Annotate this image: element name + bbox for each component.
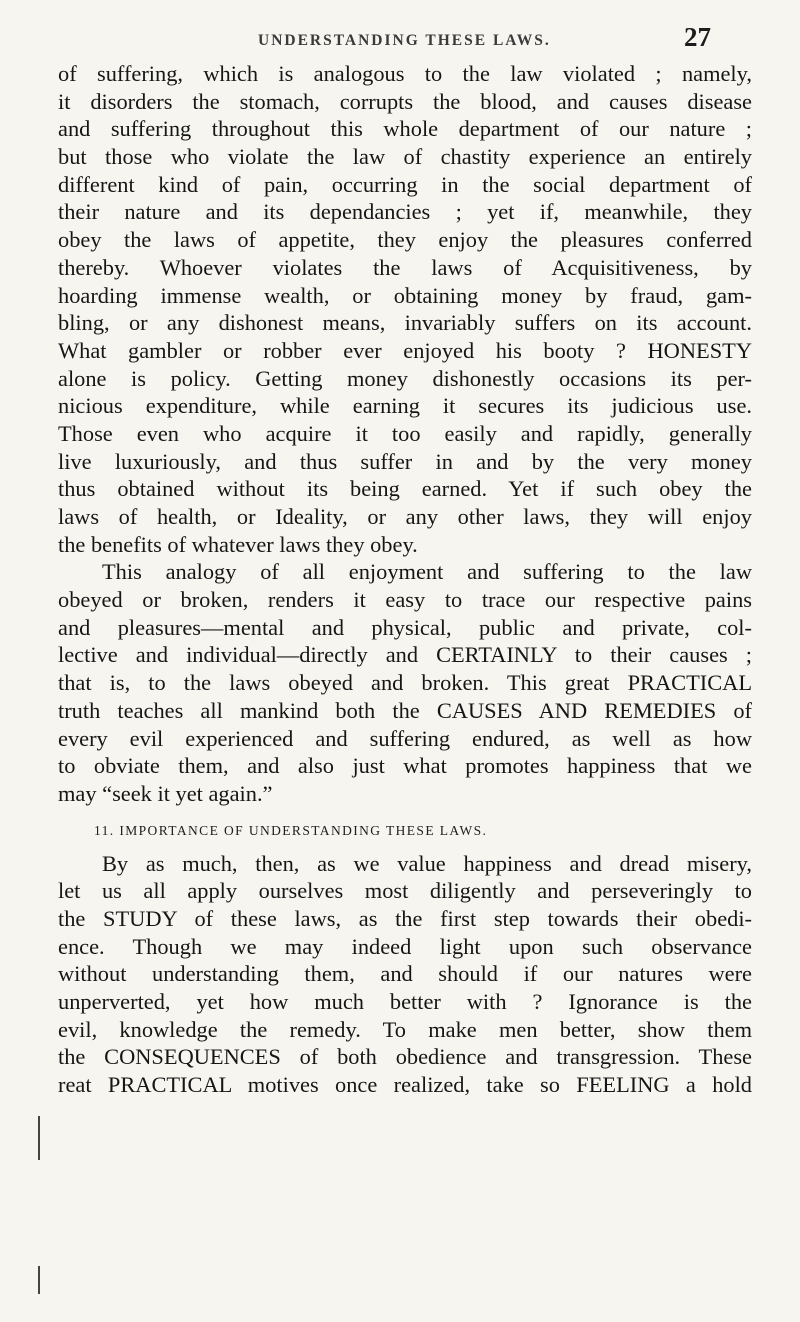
text-line: nicious expenditure, while earning it secures its judicious use. <box>58 393 752 419</box>
text-line: laws of health, or Ideality, or any other laws, they will enjoy <box>58 504 752 529</box>
text-line: alone is policy. Getting money dishonestly occasions its per- <box>58 365 752 391</box>
text-line: of suffering, which is analogous to the law violated ; namely, <box>58 61 752 86</box>
text-line: without understanding them, and should if our natures were <box>58 961 752 987</box>
text-line: obeyed or broken, renders it easy to trace our respective pains <box>58 587 752 613</box>
text-line: reat PRACTICAL motives once realized, take so FEELING a hold <box>58 1072 752 1098</box>
text-line: may “seek it yet again.” <box>58 780 273 806</box>
text-line: let us all apply ourselves most diligently and perseveringly to <box>58 878 752 904</box>
text-line: hoarding immense wealth, or obtaining money by fraud, gam- <box>58 282 752 308</box>
text-line: that is, to the laws obeyed and broken. This great PRACTICAL <box>58 670 752 696</box>
text-line: bling, or any dishonest means, invariably suffers on its account. <box>58 310 752 336</box>
text-line: different kind of pain, occurring in the social department of <box>58 171 752 197</box>
paragraph-1 <box>58 60 752 558</box>
section-heading: 11. IMPORTANCE OF UNDERSTANDING THESE LAWS. <box>94 822 488 838</box>
text-line: and suffering throughout this whole department of our nature ; <box>58 116 752 142</box>
text-line: lective and individual—directly and CERTAINLY to their causes ; <box>58 642 752 668</box>
margin-rule <box>38 1266 40 1294</box>
text-line: the benefits of whatever laws they obey. <box>58 531 418 557</box>
paragraph-2 <box>58 558 752 807</box>
text-line: ence. Though we may indeed light upon such observance <box>58 933 752 959</box>
text-line: What gambler or robber ever enjoyed his booty ? HONESTY <box>58 337 752 363</box>
text-line: the CONSEQUENCES of both obedience and transgression. These <box>58 1044 752 1070</box>
text-line: their nature and its dependancies ; yet if, meanwhile, they <box>58 199 752 225</box>
text-line: it disorders the stomach, corrupts the blood, and causes disease <box>58 88 752 114</box>
text-line: evil, knowledge the remedy. To make men better, show them <box>58 1016 752 1042</box>
text-line: thus obtained without its being earned. Yet if such obey the <box>58 476 752 502</box>
margin-rule <box>38 1116 40 1160</box>
text-line: thereby. Whoever violates the laws of Acquisitiveness, by <box>58 254 752 280</box>
text-line: live luxuriously, and thus suffer in and by the very money <box>58 448 752 474</box>
running-title: UNDERSTANDING THESE LAWS. <box>258 32 551 49</box>
text-line: every evil experienced and suffering endured, as well as how <box>58 725 752 751</box>
text-line: Those even who acquire it too easily and rapidly, generally <box>58 420 752 446</box>
page-number: 27 <box>684 22 711 52</box>
text-line: but those who violate the law of chastity experience an entirely <box>58 144 752 170</box>
body-text <box>58 60 752 1099</box>
text-line: obey the laws of appetite, they enjoy the pleasures conferred <box>58 227 752 253</box>
text-line: the STUDY of these laws, as the first step towards their obedi- <box>58 905 752 931</box>
text-line: to obviate them, and also just what promotes happiness that we <box>58 753 752 779</box>
text-line: truth teaches all mankind both the CAUSES AND REMEDIES of <box>58 697 752 723</box>
text-line: unperverted, yet how much better with ? Ignorance is the <box>58 989 752 1014</box>
text-line: This analogy of all enjoyment and suffering to the law <box>102 559 752 585</box>
text-line: and pleasures—mental and physical, public and private, col- <box>58 614 752 640</box>
text-line: By as much, then, as we value happiness and dread misery, <box>102 850 752 876</box>
paragraph-3 <box>58 850 752 1099</box>
